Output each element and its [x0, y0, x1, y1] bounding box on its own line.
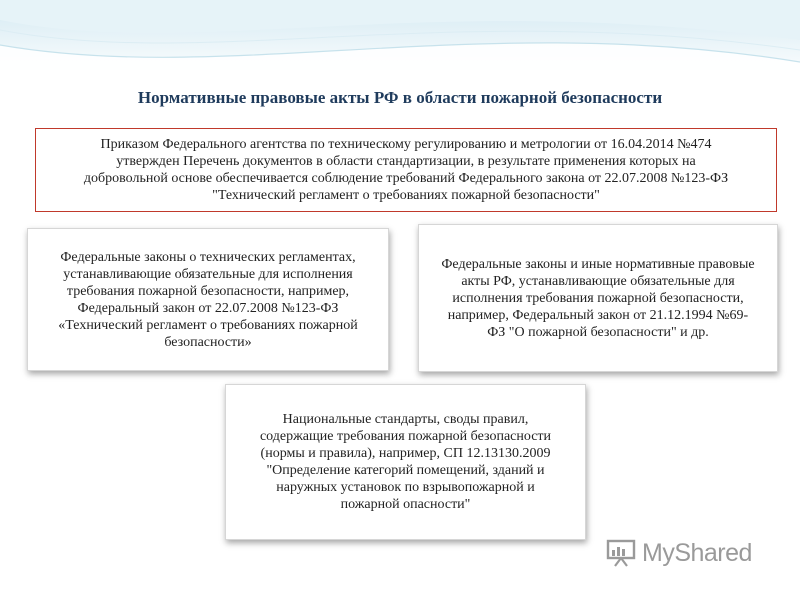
text-line: (нормы и правила), например, СП 12.13130.2009	[260, 446, 551, 461]
text-line: безопасности»	[164, 334, 252, 350]
text-line: исполнения требования пожарной безопасности,	[452, 290, 744, 306]
national-standards-card	[225, 384, 586, 540]
text-line: "Определение категорий помещений, зданий и	[266, 463, 545, 478]
text-line: содержащие требования пожарной безопасности	[259, 429, 552, 444]
text-line: например, Федеральный закон от 21.12.1994 №69-	[447, 307, 749, 323]
federal-laws-card	[418, 224, 778, 372]
text-line: устанавливающие обязательные для исполнения	[63, 266, 353, 282]
standards-order-text	[84, 136, 728, 204]
text-line: Федеральный закон от 22.07.2008 №123-ФЗ	[77, 300, 339, 316]
text-line: утвержден Перечень документов в области стандартизации, в результате применения которых на	[116, 154, 696, 169]
text-line: Приказом Федерального агентства по техническому регулированию и метрологии от 16.04.2014 №474	[100, 137, 712, 152]
text-line: наружных установок по взрывопожарной и	[276, 480, 535, 495]
text-line: добровольной основе обеспечивается соблюдение требований Федерального закона от 22.07.2008 №123-ФЗ	[83, 171, 729, 186]
watermark-text: MyShared	[642, 538, 752, 567]
text-line: Национальные стандарты, своды правил,	[282, 412, 529, 427]
technical-regulations-laws-card	[27, 228, 389, 371]
text-line: «Технический регламент о требованиях пожарной	[58, 317, 358, 333]
watermark-logo	[606, 538, 752, 568]
text-line: пожарной опасности"	[340, 497, 471, 512]
technical-regulations-laws-text	[58, 249, 357, 351]
national-standards-text	[260, 411, 551, 513]
text-line: ФЗ "О пожарной безопасности" и др.	[487, 324, 709, 340]
presentation-board-icon	[606, 538, 636, 568]
federal-laws-text	[441, 256, 754, 341]
text-line: акты РФ, устанавливающие обязательные для	[461, 273, 735, 289]
slide-title: Нормативные правовые акты РФ в области пожарной безопасности	[137, 88, 663, 107]
text-line: Федеральные законы о технических регламентах,	[60, 249, 356, 265]
text-line: "Технический регламент о требованиях пожарной безопасности"	[212, 188, 600, 203]
text-line: требования пожарной безопасности, например,	[66, 283, 350, 299]
standards-order-box	[35, 128, 777, 212]
text-line: Федеральные законы и иные нормативные правовые	[441, 256, 755, 272]
